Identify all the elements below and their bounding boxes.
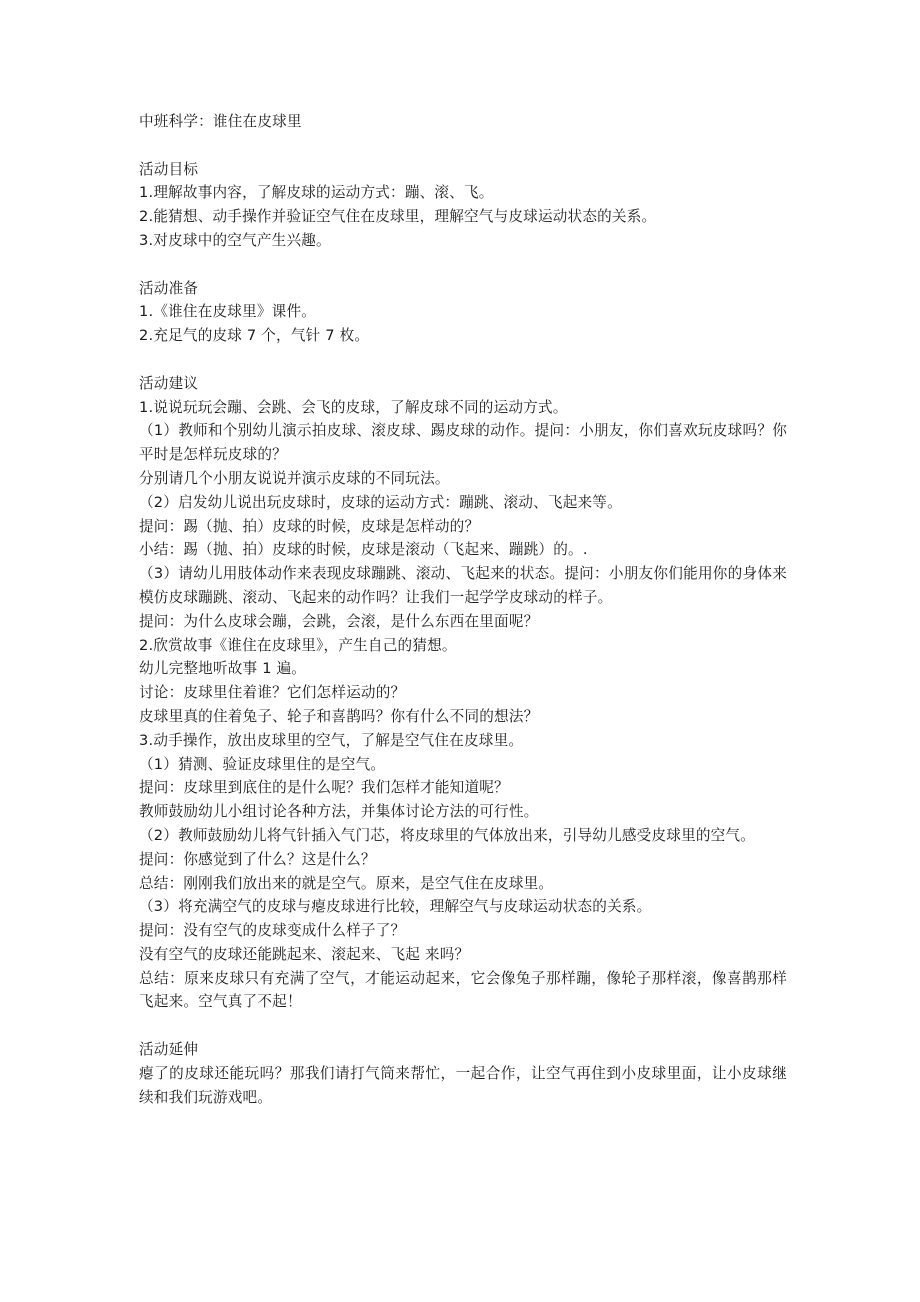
paragraph-line: 提问：你感觉到了什么？这是什么？ (139, 850, 376, 868)
paragraph-line: 教师鼓励幼儿小组讨论各种方法，并集体讨论方法的可行性。 (139, 803, 539, 821)
paragraph-line: （3）请幼儿用肢体动作来表现皮球蹦跳、滚动、飞起来的状态。提问：小朋友你们能用你的身体来模仿皮球蹦跳、滚动、飞起来的动作吗？让我们一起学学皮球动的样子。 (139, 565, 787, 606)
paragraph-line: 1.《谁住在皮球里》课件。 (139, 303, 317, 321)
paragraph-line: （2）启发幼儿说出玩皮球时，皮球的运动方式：蹦跳、滚动、飞起来等。 (139, 493, 622, 511)
section-heading: 活动目标 (139, 160, 199, 178)
paragraph-line: 讨论：皮球里住着谁？它们怎样运动的？ (139, 684, 406, 702)
paragraph-line: 提问：没有空气的皮球变成什么样子了？ (139, 922, 406, 940)
paragraph-line: 分别请几个小朋友说说并演示皮球的不同玩法。 (139, 469, 450, 487)
spacer (139, 1014, 787, 1038)
spacer (139, 253, 787, 277)
document-title: 中班科学：谁住在皮球里 (139, 113, 302, 130)
section-suggestions (139, 372, 787, 1015)
paragraph-line: 提问：踢（抛、拍）皮球的时候，皮球是怎样动的？ (139, 517, 480, 535)
section-heading: 活动建议 (139, 374, 199, 392)
paragraph-line: 没有空气的皮球还能跳起来、滚起来、飞起 来吗？ (139, 945, 470, 963)
paragraph-line: 总结：刚刚我们放出来的就是空气。原来，是空气住在皮球里。 (139, 874, 554, 892)
spacer (139, 134, 787, 158)
section-preparation (139, 277, 787, 348)
paragraph-line: 3.动手操作，放出皮球里的空气，了解是空气住在皮球里。 (139, 731, 524, 749)
paragraph-line: 2.欣赏故事《谁住在皮球里》，产生自己的猜想。 (139, 636, 457, 654)
paragraph-line: （3）将充满空气的皮球与瘪皮球进行比较，理解空气与皮球运动状态的关系。 (139, 898, 652, 916)
section-extension (139, 1038, 787, 1109)
paragraph-line: 1.理解故事内容，了解皮球的运动方式：蹦、滚、飞。 (139, 184, 494, 202)
paragraph-line: 瘪了的皮球还能玩吗？那我们请打气筒来帮忙，一起合作，让空气再住到小皮球里面，让小皮球继续和我们玩游戏吧。 (139, 1064, 787, 1106)
paragraph-line: 幼儿完整地听故事 1 遍。 (139, 660, 307, 678)
section-heading: 活动准备 (139, 279, 199, 297)
spacer (139, 348, 787, 372)
paragraph-line: （1）教师和个别幼儿演示拍皮球、滚皮球、踢皮球的动作。提问：小朋友，你们喜欢玩皮球吗？你平时是怎样玩皮球的？ (139, 422, 787, 464)
section-heading: 活动延伸 (139, 1041, 199, 1059)
section-goals (139, 158, 787, 253)
document-page (139, 110, 787, 1109)
paragraph-line: 总结：原来皮球只有充满了空气，才能运动起来，它会像兔子那样蹦，像轮子那样滚，像喜鹊那样飞起来。空气真了不起！ (139, 969, 787, 1011)
paragraph-line: 1.说说玩玩会蹦、会跳、会飞的皮球，了解皮球不同的运动方式。 (139, 398, 568, 416)
paragraph-line: （2）教师鼓励幼儿将气针插入气门芯，将皮球里的气体放出来，引导幼儿感受皮球里的空气。 (139, 826, 756, 844)
paragraph-line: 2.充足气的皮球 7 个，气针 7 枚。 (139, 327, 370, 345)
paragraph-line: 提问：为什么皮球会蹦，会跳，会滚，是什么东西在里面呢？ (139, 612, 539, 630)
paragraph-line: 3.对皮球中的空气产生兴趣。 (139, 231, 331, 249)
paragraph-line: （1）猜测、验证皮球里住的是空气。 (139, 755, 386, 773)
paragraph-line: 皮球里真的住着兔子、轮子和喜鹊吗？你有什么不同的想法？ (139, 707, 539, 725)
paragraph-line: 小结：踢（抛、拍）皮球的时候，皮球是滚动（飞起来、蹦跳）的。. (139, 541, 588, 559)
paragraph-line: 2.能猜想、动手操作并验证空气住在皮球里，理解空气与皮球运动状态的关系。 (139, 208, 657, 226)
paragraph-line: 提问：皮球里到底住的是什么呢？我们怎样才能知道呢？ (139, 779, 509, 797)
